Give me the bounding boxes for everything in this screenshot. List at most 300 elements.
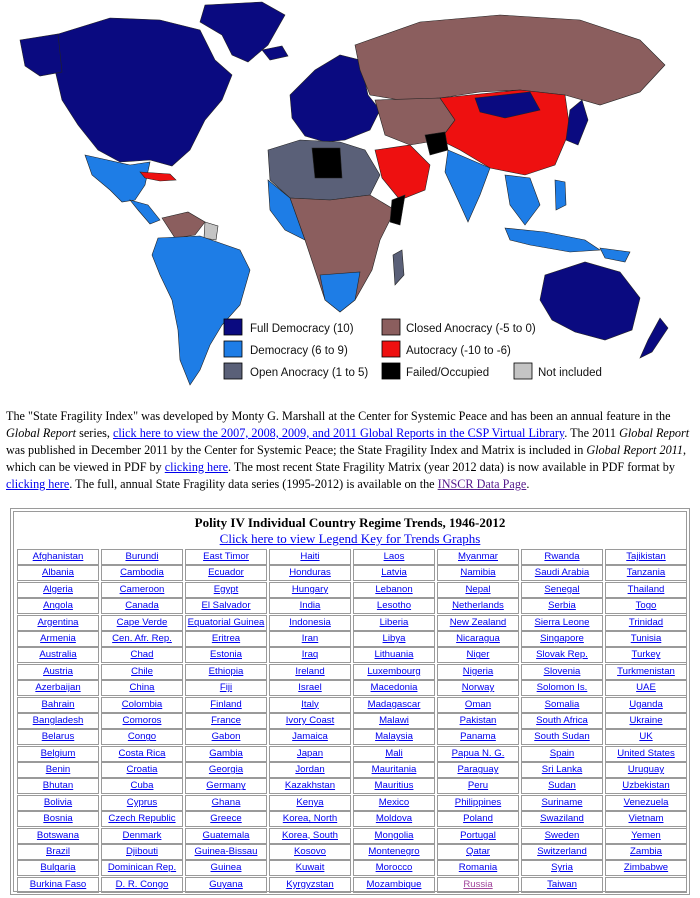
country-link[interactable]: Benin <box>45 764 71 776</box>
country-link[interactable]: Singapore <box>540 632 584 644</box>
country-link[interactable]: Cape Verde <box>116 616 168 628</box>
country-link[interactable]: Namibia <box>460 567 496 579</box>
country-link[interactable]: Slovak Rep. <box>536 649 588 661</box>
country-cell <box>269 746 351 762</box>
country-cell <box>437 615 519 631</box>
country-link[interactable]: Yemen <box>631 829 661 841</box>
country-cell <box>437 795 519 811</box>
country-link[interactable]: Ireland <box>295 665 325 677</box>
country-link[interactable]: Sri Lanka <box>541 764 583 776</box>
country-cell <box>185 565 267 581</box>
country-link[interactable]: Nicaragua <box>456 632 500 644</box>
country-link[interactable]: Russia <box>463 878 493 890</box>
country-cell <box>17 680 99 696</box>
country-cell <box>437 860 519 876</box>
country-link[interactable]: Serbia <box>548 600 576 612</box>
country-cell <box>353 811 435 827</box>
country-cell <box>521 647 603 663</box>
country-cell <box>17 713 99 729</box>
country-grid <box>17 549 687 893</box>
country-link[interactable]: Bulgaria <box>40 862 76 874</box>
country-cell <box>521 844 603 860</box>
country-cell <box>101 647 183 663</box>
country-link[interactable]: South Sudan <box>534 731 590 743</box>
global-reports-link[interactable]: click here to view the 2007, 2008, 2009, and 2011 Global Reports in the CSP Virtual Library <box>112 426 565 440</box>
country-link[interactable]: Latvia <box>381 567 407 579</box>
country-link[interactable]: Guinea-Bissau <box>194 846 258 858</box>
country-cell <box>437 713 519 729</box>
country-link[interactable]: Lebanon <box>375 583 413 595</box>
country-link[interactable]: Denmark <box>122 829 162 841</box>
country-link[interactable]: Papua N. G. <box>451 747 505 759</box>
country-cell <box>269 697 351 713</box>
country-link[interactable]: Guinea <box>210 862 242 874</box>
country-link[interactable]: Trinidad <box>628 616 664 628</box>
country-link[interactable]: Israel <box>298 682 322 694</box>
inscr-data-page-link[interactable]: INSCR Data Page <box>437 477 527 491</box>
country-link[interactable]: Qatar <box>466 846 490 858</box>
country-link[interactable]: Czech Republic <box>108 813 176 825</box>
country-link[interactable]: Ecuador <box>208 567 244 579</box>
country-link[interactable]: Taiwan <box>547 878 577 890</box>
country-cell <box>353 746 435 762</box>
legend-label-6: Not included <box>538 367 602 379</box>
country-link[interactable]: Tajikistan <box>626 551 666 562</box>
country-cell <box>17 877 99 893</box>
country-link[interactable]: Thailand <box>627 583 665 595</box>
country-link[interactable]: Luxembourg <box>367 665 421 677</box>
country-cell <box>605 762 687 778</box>
country-cell <box>185 844 267 860</box>
country-link[interactable]: Tanzania <box>626 567 666 579</box>
country-cell <box>437 762 519 778</box>
country-link[interactable]: Turkmenistan <box>617 665 675 677</box>
country-link[interactable]: Bahrain <box>41 698 75 710</box>
country-cell <box>353 762 435 778</box>
country-link[interactable]: D. R. Congo <box>115 878 169 890</box>
country-link[interactable]: Azerbaijan <box>35 682 81 694</box>
country-link[interactable]: Vietnam <box>628 813 664 825</box>
country-link[interactable]: Honduras <box>289 567 331 579</box>
country-link[interactable]: Swaziland <box>540 813 584 825</box>
legend-key-link[interactable]: Click here to view Legend Key for Trends Graphs <box>219 531 481 546</box>
legend-swatch-1 <box>382 319 400 335</box>
country-link[interactable]: Jordan <box>295 764 325 776</box>
country-link[interactable]: Austria <box>43 665 73 677</box>
legend-label-4: Open Anocracy (1 to 5) <box>250 367 369 379</box>
country-link[interactable]: Croatia <box>126 764 158 776</box>
country-cell <box>101 811 183 827</box>
country-cell <box>437 778 519 794</box>
country-link[interactable]: Suriname <box>541 796 583 808</box>
country-link[interactable]: Spain <box>549 747 575 759</box>
country-cell <box>605 565 687 581</box>
legend-swatch-6 <box>514 363 532 379</box>
country-cell <box>101 598 183 614</box>
country-link[interactable]: India <box>299 600 321 612</box>
intro-global-report-1: Global Report <box>6 426 77 440</box>
country-link[interactable]: Poland <box>463 813 493 825</box>
country-link[interactable]: Portugal <box>460 829 496 841</box>
country-link[interactable]: Guatemala <box>202 829 250 841</box>
country-cell <box>437 598 519 614</box>
country-cell <box>353 598 435 614</box>
country-cell <box>521 631 603 647</box>
country-cell <box>185 811 267 827</box>
country-link[interactable]: Malaysia <box>375 731 413 743</box>
country-cell <box>269 778 351 794</box>
country-link[interactable]: Philippines <box>454 796 502 808</box>
country-cell <box>101 615 183 631</box>
country-link[interactable]: Lithuania <box>374 649 414 661</box>
country-link[interactable]: Dominican Rep. <box>107 862 177 874</box>
country-link[interactable]: Tunisia <box>630 632 662 644</box>
country-cell <box>185 877 267 893</box>
regime-trends-inner <box>13 511 687 892</box>
country-cell <box>17 811 99 827</box>
country-link[interactable]: Kazakhstan <box>284 780 336 792</box>
country-link[interactable]: Burkina Faso <box>29 878 87 890</box>
country-link[interactable]: Albania <box>41 567 74 579</box>
country-link[interactable]: Malawi <box>379 714 409 726</box>
country-link[interactable]: Turkey <box>631 649 661 661</box>
intro-global-report-3: Global Report 2011 <box>586 443 683 457</box>
country-link[interactable]: Belarus <box>41 731 75 743</box>
country-link[interactable]: Cuba <box>130 780 154 792</box>
country-link[interactable]: Peru <box>467 780 489 792</box>
country-link[interactable]: China <box>129 682 155 694</box>
country-link[interactable]: Oman <box>464 698 492 710</box>
country-link[interactable]: New Zealand <box>449 616 507 628</box>
country-link[interactable]: Gambia <box>209 747 243 759</box>
country-cell <box>605 795 687 811</box>
country-cell <box>101 828 183 844</box>
country-cell <box>437 844 519 860</box>
country-cell <box>185 582 267 598</box>
country-link[interactable]: UAE <box>636 682 656 694</box>
country-cell <box>101 713 183 729</box>
country-cell <box>437 729 519 745</box>
country-link[interactable]: Kenya <box>296 796 324 808</box>
country-cell <box>17 828 99 844</box>
country-link[interactable]: Senegal <box>544 583 580 595</box>
country-cell <box>269 598 351 614</box>
country-cell <box>521 877 603 893</box>
country-link[interactable]: Bangladesh <box>32 714 84 726</box>
country-cell <box>101 680 183 696</box>
country-link[interactable]: Kosovo <box>294 846 326 858</box>
country-cell <box>185 697 267 713</box>
country-cell <box>353 582 435 598</box>
country-link[interactable]: El Salvador <box>201 600 251 612</box>
country-cell <box>185 549 267 565</box>
country-link[interactable]: Liberia <box>379 616 409 628</box>
country-cell <box>101 697 183 713</box>
country-link[interactable]: Estonia <box>210 649 242 661</box>
country-link[interactable]: Congo <box>127 731 157 743</box>
country-cell <box>437 647 519 663</box>
country-cell <box>101 844 183 860</box>
country-link[interactable]: Korea, South <box>281 829 338 841</box>
country-link[interactable]: Fiji <box>219 682 233 694</box>
country-link[interactable]: Bolivia <box>43 796 73 808</box>
country-cell <box>17 778 99 794</box>
country-cell <box>17 697 99 713</box>
country-link[interactable]: Paraguay <box>457 764 499 776</box>
country-cell <box>269 631 351 647</box>
country-link[interactable]: Mozambique <box>366 878 422 890</box>
country-link[interactable]: Finland <box>210 698 242 710</box>
country-cell <box>101 877 183 893</box>
intro-text-4: was published in December 2011 by the Center for Systemic Peace; the State Fragility Index and Matrix is included in <box>6 443 587 457</box>
country-cell <box>185 860 267 876</box>
country-cell <box>521 762 603 778</box>
country-cell <box>17 762 99 778</box>
country-cell <box>17 860 99 876</box>
country-link[interactable]: Hungary <box>291 583 329 595</box>
country-link[interactable]: Lesotho <box>376 600 412 612</box>
country-cell <box>605 713 687 729</box>
country-link[interactable]: Comoros <box>122 714 162 726</box>
country-link[interactable]: Angola <box>43 600 73 612</box>
country-link[interactable]: UK <box>639 731 653 743</box>
country-cell <box>521 828 603 844</box>
country-link[interactable]: Romania <box>458 862 498 874</box>
country-link[interactable]: Georgia <box>208 764 244 776</box>
country-link[interactable]: Cambodia <box>120 567 164 579</box>
country-cell <box>521 549 603 565</box>
country-link[interactable]: Mexico <box>378 796 410 808</box>
country-link[interactable]: Chad <box>130 649 154 661</box>
country-cell <box>605 778 687 794</box>
global-report-pdf-link[interactable]: clicking here <box>164 460 229 474</box>
country-cell <box>101 549 183 565</box>
country-link[interactable]: Pakistan <box>459 714 497 726</box>
country-link[interactable]: Bosnia <box>43 813 73 825</box>
country-link[interactable]: East Timor <box>203 551 249 562</box>
country-link[interactable]: Djibouti <box>126 846 158 858</box>
country-cell <box>437 565 519 581</box>
country-link[interactable]: Kuwait <box>295 862 325 874</box>
country-link[interactable]: Japan <box>296 747 324 759</box>
country-link[interactable]: Rwanda <box>544 551 580 562</box>
country-link[interactable]: Niger <box>466 649 490 661</box>
country-cell <box>521 713 603 729</box>
country-link[interactable]: Somalia <box>544 698 580 710</box>
country-link[interactable]: Egypt <box>213 583 239 595</box>
country-link[interactable]: Switzerland <box>537 846 587 858</box>
country-cell <box>185 795 267 811</box>
country-link[interactable]: France <box>211 714 241 726</box>
legend-swatch-2 <box>224 341 242 357</box>
fragility-matrix-link[interactable]: clicking here <box>6 477 70 491</box>
country-link[interactable]: United States <box>617 747 675 759</box>
country-link[interactable]: Nigeria <box>462 665 494 677</box>
country-link[interactable]: Greece <box>210 813 242 825</box>
country-link[interactable]: Mauritius <box>374 780 414 792</box>
country-link[interactable]: Uruguay <box>627 764 665 776</box>
country-cell <box>269 828 351 844</box>
country-link[interactable]: Iran <box>301 632 319 644</box>
country-link[interactable]: Venezuela <box>623 796 669 808</box>
country-cell <box>605 811 687 827</box>
country-link[interactable]: Zimbabwe <box>623 862 669 874</box>
country-link[interactable]: Eritrea <box>211 632 241 644</box>
legend-label-2: Democracy (6 to 9) <box>250 345 348 357</box>
country-cell <box>521 729 603 745</box>
country-link[interactable]: Morocco <box>375 862 413 874</box>
country-link[interactable]: Ghana <box>211 796 241 808</box>
country-link[interactable]: Macedonia <box>370 682 418 694</box>
country-link[interactable]: Panama <box>460 731 496 743</box>
country-cell <box>185 746 267 762</box>
country-cell <box>185 647 267 663</box>
country-link[interactable]: Ukraine <box>629 714 663 726</box>
country-cell <box>17 729 99 745</box>
country-cell <box>353 828 435 844</box>
country-cell <box>521 795 603 811</box>
country-link[interactable]: Chile <box>131 665 153 677</box>
country-link[interactable]: Netherlands <box>452 600 504 612</box>
country-link[interactable]: Sudan <box>548 780 576 792</box>
country-cell <box>101 729 183 745</box>
country-cell <box>353 680 435 696</box>
country-link[interactable]: Algeria <box>43 583 73 595</box>
country-cell <box>17 664 99 680</box>
country-link[interactable]: Moldova <box>375 813 413 825</box>
country-cell <box>269 664 351 680</box>
country-link[interactable]: Burundi <box>125 551 159 562</box>
country-cell <box>605 844 687 860</box>
country-cell <box>17 598 99 614</box>
country-cell <box>269 762 351 778</box>
country-link[interactable]: Togo <box>635 600 657 612</box>
country-link[interactable]: Solomon Is. <box>536 682 588 694</box>
country-link[interactable]: Syria <box>551 862 573 874</box>
country-link[interactable]: Brazil <box>46 846 70 858</box>
country-cell <box>605 729 687 745</box>
country-cell <box>521 778 603 794</box>
map-libya <box>312 148 342 178</box>
country-cell <box>437 582 519 598</box>
country-cell <box>269 811 351 827</box>
country-cell <box>437 549 519 565</box>
legend-key-row <box>14 531 686 547</box>
country-link[interactable]: Kyrgyzstan <box>286 878 334 890</box>
country-cell <box>17 844 99 860</box>
country-link[interactable]: Indonesia <box>289 616 331 628</box>
country-cell <box>269 680 351 696</box>
country-cell <box>269 795 351 811</box>
country-link[interactable]: Mali <box>385 747 403 759</box>
country-cell <box>437 746 519 762</box>
country-cell <box>437 664 519 680</box>
country-link[interactable]: Equatorial Guinea <box>187 616 265 628</box>
country-link[interactable]: Myanmar <box>458 551 498 562</box>
country-cell <box>101 746 183 762</box>
country-link[interactable]: Uganda <box>629 698 663 710</box>
country-cell <box>185 729 267 745</box>
country-link[interactable]: Mongolia <box>374 829 414 841</box>
country-link[interactable]: Iraq <box>301 649 319 661</box>
country-link[interactable]: Argentina <box>37 616 79 628</box>
country-link[interactable]: Guyana <box>209 878 243 890</box>
intro-text-8: . <box>526 477 530 491</box>
country-link[interactable]: Gabon <box>211 731 241 743</box>
country-link[interactable]: Mauritania <box>371 764 417 776</box>
country-link[interactable]: Laos <box>383 551 405 562</box>
country-link[interactable]: Canada <box>125 600 159 612</box>
country-cell <box>185 762 267 778</box>
country-link[interactable]: Haiti <box>300 551 320 562</box>
country-cell <box>269 713 351 729</box>
country-link[interactable]: Sweden <box>544 829 580 841</box>
country-link[interactable]: Montenegro <box>368 846 420 858</box>
country-link[interactable]: Zambia <box>630 846 662 858</box>
country-link[interactable]: Ethiopia <box>208 665 244 677</box>
country-link[interactable]: Costa Rica <box>118 747 166 759</box>
country-link[interactable]: Jamaica <box>292 731 328 743</box>
country-link[interactable]: Ivory Coast <box>285 714 335 726</box>
country-link[interactable]: Bhutan <box>42 780 74 792</box>
country-cell <box>269 565 351 581</box>
country-link[interactable]: Saudi Arabia <box>534 567 590 579</box>
country-link[interactable]: Sierra Leone <box>534 616 590 628</box>
country-cell <box>353 565 435 581</box>
country-cell <box>521 697 603 713</box>
country-cell <box>269 860 351 876</box>
country-link[interactable]: Italy <box>301 698 319 710</box>
country-cell <box>17 615 99 631</box>
country-link[interactable]: Germany <box>206 780 246 792</box>
country-link[interactable]: South Africa <box>536 714 588 726</box>
legend-swatch-5 <box>382 363 400 379</box>
country-cell <box>521 680 603 696</box>
country-link[interactable]: Botswana <box>36 829 80 841</box>
country-link[interactable]: Colombia <box>121 698 163 710</box>
country-link[interactable]: Cyprus <box>126 796 158 808</box>
country-cell <box>605 549 687 565</box>
country-cell <box>437 697 519 713</box>
country-cell <box>521 860 603 876</box>
country-cell <box>605 877 687 893</box>
country-cell <box>269 582 351 598</box>
country-cell <box>437 811 519 827</box>
country-link[interactable]: Madagascar <box>367 698 421 710</box>
legend-swatch-0 <box>224 319 242 335</box>
country-link[interactable]: Cameroon <box>119 583 165 595</box>
country-link[interactable]: Armenia <box>40 632 76 644</box>
country-link[interactable]: Norway <box>461 682 495 694</box>
country-cell <box>17 795 99 811</box>
country-cell <box>605 680 687 696</box>
country-link[interactable]: Afghanistan <box>32 551 84 562</box>
country-cell <box>101 631 183 647</box>
country-link[interactable]: Cen. Afr. Rep. <box>112 632 172 644</box>
country-link[interactable]: Belgium <box>40 747 76 759</box>
country-cell <box>353 860 435 876</box>
country-link[interactable]: Libya <box>382 632 406 644</box>
country-link[interactable]: Australia <box>39 649 77 661</box>
country-link[interactable]: Korea, North <box>282 813 338 825</box>
country-cell <box>269 549 351 565</box>
legend-swatch-3 <box>382 341 400 357</box>
map-philippines <box>555 180 566 210</box>
country-link[interactable]: Nepal <box>465 583 491 595</box>
country-link[interactable]: Uzbekistan <box>622 780 670 792</box>
country-link[interactable]: Slovenia <box>543 665 581 677</box>
country-cell <box>353 631 435 647</box>
